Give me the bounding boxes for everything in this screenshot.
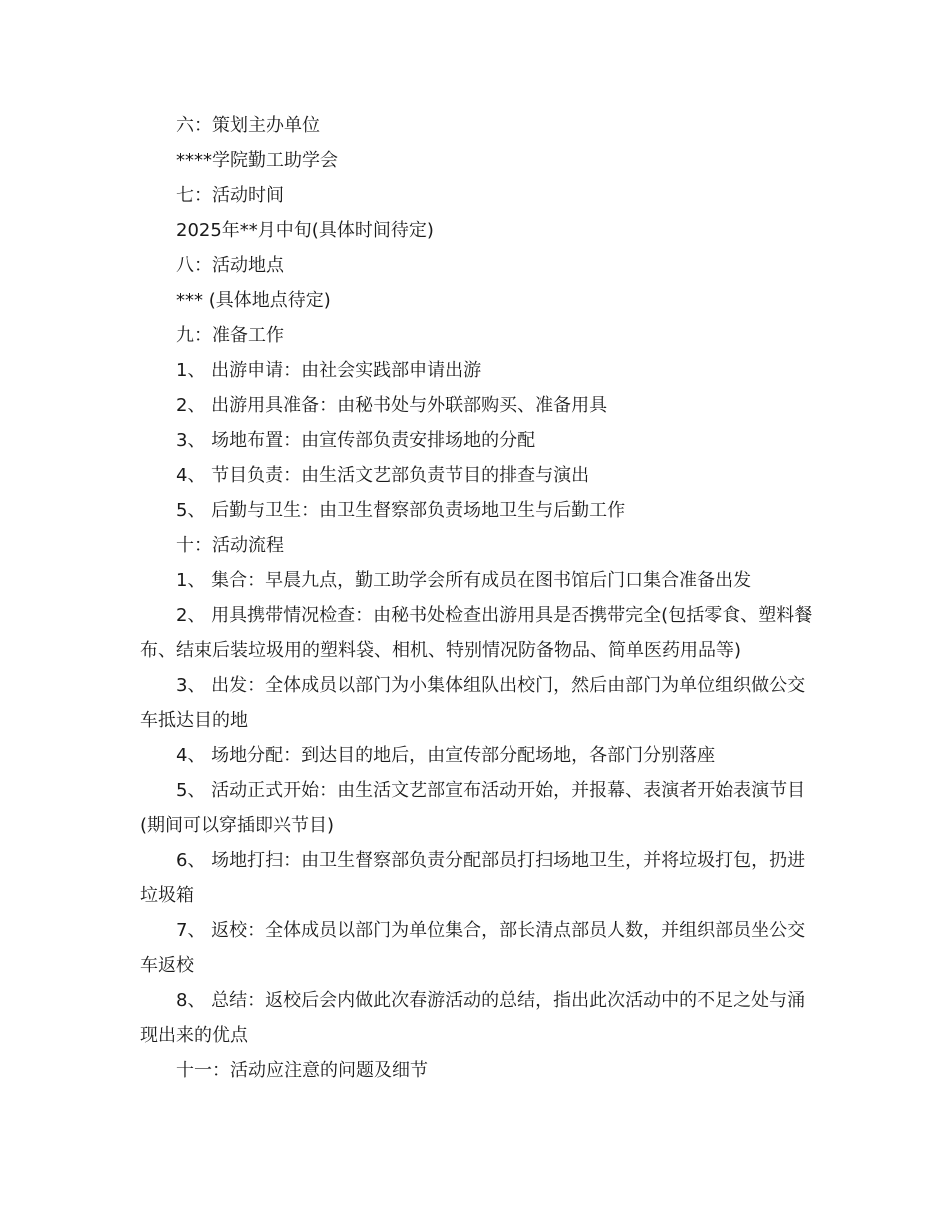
event-time: 2025年**月中旬(具体时间待定) (176, 220, 434, 241)
procedure-item: 6、 场地打扫：由卫生督察部负责分配部员打扫场地卫生，并将垃圾打包，扔进垃圾箱 (140, 850, 806, 906)
section-heading-time: 七：活动时间 (176, 185, 284, 206)
document-body (140, 108, 820, 1088)
organizer-name: ****学院勤工助学会 (176, 150, 338, 171)
event-location: *** (具体地点待定) (176, 290, 331, 311)
procedure-item: 8、 总结：返校后会内做此次春游活动的总结，指出此次活动中的不足之处与涌现出来的优点 (140, 990, 806, 1046)
preparation-item: 3、 场地布置：由宣传部负责安排场地的分配 (176, 430, 536, 451)
procedure-item: 7、 返校：全体成员以部门为单位集合，部长清点部员人数，并组织部员坐公交车返校 (140, 920, 806, 976)
procedure-item: 1、 集合：早晨九点，勤工助学会所有成员在图书馆后门口集合准备出发 (176, 570, 752, 591)
section-heading-preparation: 九：准备工作 (176, 325, 284, 346)
section-heading-organizer: 六：策划主办单位 (176, 115, 320, 136)
procedure-item: 3、 出发：全体成员以部门为小集体组队出校门，然后由部门为单位组织做公交车抵达目的地 (140, 675, 806, 731)
procedure-item: 4、 场地分配：到达目的地后，由宣传部分配场地，各部门分别落座 (176, 745, 716, 766)
procedure-item: 5、 活动正式开始：由生活文艺部宣布活动开始，并报幕、表演者开始表演节目(期间可以穿插即兴节目) (140, 780, 806, 836)
preparation-item: 2、 出游用具准备：由秘书处与外联部购买、准备用具 (176, 395, 608, 416)
section-heading-procedure: 十：活动流程 (176, 535, 284, 556)
section-heading-notes: 十一：活动应注意的问题及细节 (176, 1060, 428, 1081)
procedure-item: 2、 用具携带情况检查：由秘书处检查出游用具是否携带完全(包括零食、塑料餐布、结束后装垃圾用的塑料袋、相机、特别情况防备物品、简单医药用品等) (140, 605, 813, 661)
section-heading-location: 八：活动地点 (176, 255, 284, 276)
preparation-item: 1、 出游申请：由社会实践部申请出游 (176, 360, 482, 381)
preparation-item: 4、 节目负责：由生活文艺部负责节目的排查与演出 (176, 465, 590, 486)
preparation-item: 5、 后勤与卫生：由卫生督察部负责场地卫生与后勤工作 (176, 500, 626, 521)
